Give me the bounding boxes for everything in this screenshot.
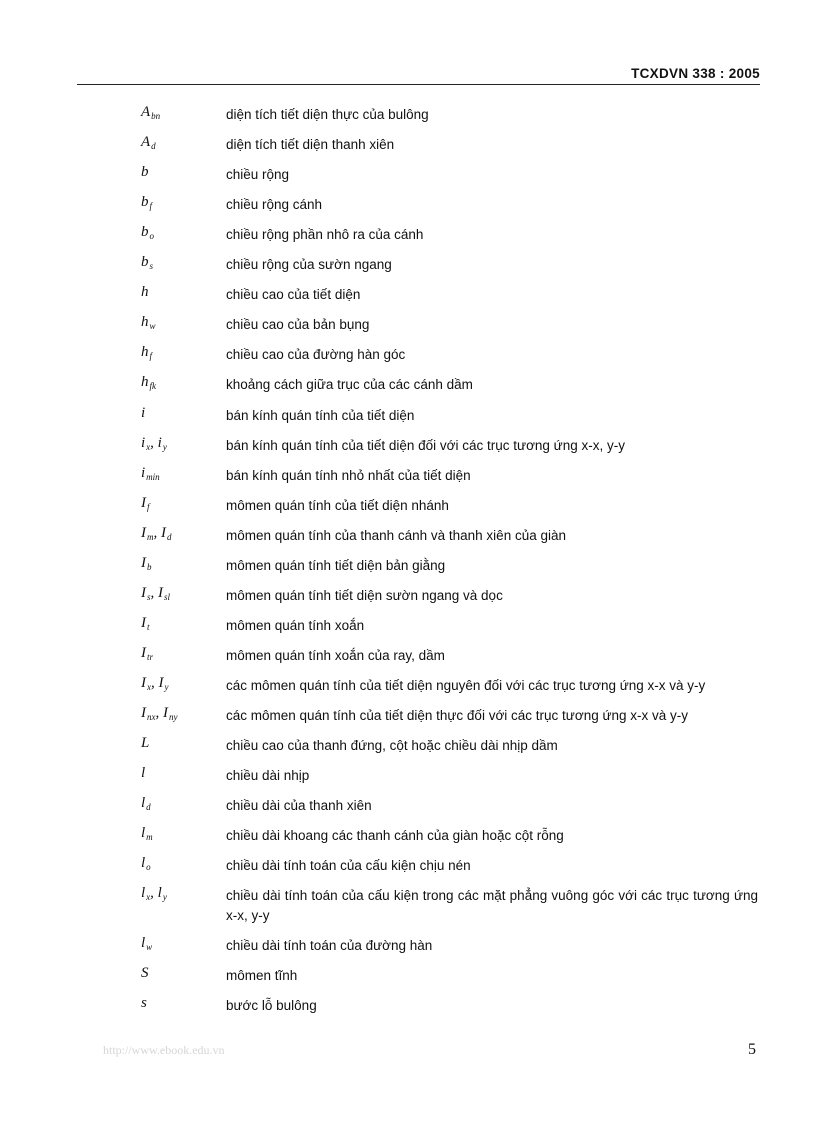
symbol-description: chiều cao của tiết diện: [226, 287, 361, 303]
symbol-notation: [141, 134, 156, 151]
watermark-url: http://www.ebook.edu.vn: [103, 1043, 225, 1057]
symbol-description: mômen quán tính của thanh cánh và thanh xiên của giàn: [226, 527, 566, 543]
symbol-notation: $I_s$, $I_{sl}$: [141, 584, 171, 602]
symbol-base: I: [141, 584, 146, 601]
symbol-description: bán kính quán tính của tiết diện đối với các trục tương ứng x-x, y-y: [226, 437, 625, 453]
symbol-description: bán kính quán tính của tiết diện: [226, 407, 415, 423]
symbol-base: b: [141, 254, 149, 271]
symbol-base: l: [141, 765, 146, 782]
symbol-base: I: [141, 494, 146, 511]
symbol-base: i: [141, 434, 146, 451]
symbol-notation: [141, 995, 147, 1012]
symbol-subscript: s: [149, 261, 154, 272]
symbol-notation: [141, 374, 156, 391]
symbol-subscript: bn: [151, 111, 161, 121]
symbol-subscript: fk: [149, 381, 156, 392]
symbol-subscript: ny: [169, 712, 178, 722]
symbol-notation: [141, 164, 149, 181]
symbol-description: bước lỗ bulông: [226, 998, 317, 1014]
symbol-description: chiều cao của thanh đứng, cột hoặc chiều dài nhịp dầm: [226, 738, 558, 754]
symbol-notation: [141, 825, 153, 842]
symbol-notation: [141, 405, 145, 422]
symbol-subscript: m: [146, 832, 153, 843]
page-number: 5: [748, 1041, 756, 1058]
symbol-subscript: d: [151, 141, 156, 152]
symbol-subscript: sl: [164, 591, 171, 602]
symbol-description: mômen tĩnh: [226, 968, 298, 984]
symbol-description: mômen quán tính tiết diện sườn ngang và dọc: [226, 587, 503, 603]
symbol-subscript: y: [162, 441, 167, 452]
symbol-base: I: [141, 614, 146, 631]
symbol-description: các mômen quán tính của tiết diện thực đối với các trục tương ứng x-x và y-y: [226, 708, 689, 723]
symbol-notation: [141, 735, 149, 752]
document-code-header: TCXDVN 338 : 2005: [631, 66, 760, 81]
symbol-base: l: [141, 795, 146, 812]
symbol-subscript: nx: [147, 712, 156, 722]
symbol-description: diện tích tiết diện thanh xiên: [226, 137, 395, 153]
symbol-subscript: t: [147, 621, 150, 632]
symbol-subscript: x: [146, 441, 151, 452]
symbol-subscript: b: [147, 561, 152, 572]
symbol-notation: [141, 495, 150, 512]
symbol-base: I: [141, 554, 146, 571]
symbol-notation: $I_{nx}$, $I_{ny}$: [141, 705, 178, 722]
symbol-base: I: [141, 674, 146, 691]
symbol-description: khoảng cách giữa trục của các cánh dầm: [226, 377, 473, 393]
symbol-description: các mômen quán tính của tiết diện nguyên đối với các trục tương ứng x-x và y-y: [226, 677, 706, 693]
symbol-subscript: min: [146, 471, 160, 482]
symbol-notation: [141, 795, 151, 812]
symbol-base: h: [141, 314, 149, 331]
symbol-subscript: x: [146, 892, 151, 903]
symbol-subscript: y: [162, 892, 167, 903]
symbol-base: I: [141, 644, 146, 661]
symbol-base: s: [141, 995, 147, 1012]
symbol-description: chiều rộng của sườn ngang: [226, 257, 392, 273]
symbol-subscript: d: [167, 531, 172, 542]
symbol-description: diện tích tiết diện thực của bulông: [226, 107, 429, 122]
symbol-subscript: s: [147, 591, 151, 602]
symbol-base: i: [141, 464, 146, 481]
symbol-description: chiều dài tính toán của cấu kiện trong các mặt phẳng vuông góc với các trục tương ứng x-x, y-y: [226, 888, 758, 924]
symbol-notation: [141, 965, 149, 982]
symbol-base: l: [141, 825, 146, 842]
symbol-subscript: f: [149, 351, 153, 362]
symbol-description: chiều dài của thanh xiên: [226, 798, 372, 814]
symbol-base: A: [141, 104, 151, 120]
symbol-base: i: [141, 404, 146, 421]
symbol-subscript: o: [149, 231, 154, 242]
symbol-base: b: [141, 224, 149, 241]
symbol-description: chiều dài khoang các thanh cánh của giàn hoặc cột rỗng: [226, 828, 564, 844]
symbol-base: I: [158, 674, 164, 691]
symbol-base: I: [158, 584, 164, 601]
symbol-notation: [141, 615, 150, 632]
symbol-notation: $l_x$, $l_y$: [141, 885, 167, 903]
symbol-base: l: [141, 935, 146, 952]
symbol-subscript: f: [149, 201, 153, 212]
symbol-description: chiều rộng: [226, 167, 290, 183]
symbol-base: h: [141, 344, 149, 361]
symbol-notation: $i_x$, $i_y$: [141, 434, 167, 452]
header-rule: [77, 84, 760, 85]
symbol-notation: [141, 104, 160, 121]
symbol-base: b: [141, 194, 149, 211]
symbol-subscript: x: [147, 681, 151, 692]
symbol-base: h: [141, 284, 149, 301]
symbol-notation: [141, 254, 153, 271]
symbol-notation: [141, 935, 152, 952]
symbol-description: chiều dài tính toán của cấu kiện chịu nén: [226, 858, 471, 874]
symbol-description: mômen quán tính tiết diện bản giằng: [226, 557, 446, 573]
symbol-notation: [141, 765, 145, 782]
symbol-subscript: d: [146, 802, 151, 813]
symbol-base: I: [141, 524, 146, 541]
symbol-notation: [141, 314, 156, 331]
symbol-subscript: m: [147, 531, 154, 542]
symbol-description: chiều cao của bản bụng: [226, 317, 370, 333]
symbol-description: chiều dài tính toán của đường hàn: [226, 938, 433, 954]
symbol-subscript: w: [146, 942, 153, 953]
symbol-notation: $I_m$, $I_d$: [141, 524, 172, 542]
symbol-description: mômen quán tính xoắn: [226, 617, 365, 633]
symbol-description: mômen quán tính xoắn của ray, dầm: [226, 647, 445, 663]
symbol-notation: [141, 645, 153, 662]
symbol-description: chiều cao của đường hàn góc: [226, 347, 406, 363]
symbol-notation: $I_x$, $I_y$: [141, 674, 169, 692]
symbol-subscript: y: [164, 681, 169, 692]
symbol-base: l: [157, 885, 162, 902]
symbol-base: h: [141, 374, 149, 391]
symbol-notation: [141, 465, 160, 482]
symbol-base: I: [141, 705, 146, 721]
symbol-base: i: [157, 434, 162, 451]
symbol-notation: [141, 224, 154, 241]
symbol-notation: [141, 194, 152, 211]
symbol-description: chiều rộng cánh: [226, 197, 323, 213]
symbol-notation: [141, 555, 152, 572]
symbol-subscript: w: [149, 321, 156, 332]
symbol-notation: [141, 855, 151, 872]
symbol-base: b: [141, 164, 149, 181]
symbol-base: S: [141, 965, 149, 982]
symbol-notation: [141, 284, 149, 301]
symbol-base: I: [161, 524, 166, 541]
symbol-description: chiều dài nhịp: [226, 768, 310, 784]
symbol-description: bán kính quán tính nhỏ nhất của tiết diện: [226, 467, 471, 483]
symbol-description: chiều rộng phần nhô ra của cánh: [226, 227, 424, 243]
symbol-subscript: tr: [147, 651, 154, 662]
symbol-base: I: [163, 705, 168, 721]
symbol-notation: [141, 344, 152, 361]
symbol-subscript: o: [146, 862, 151, 873]
symbol-base: A: [141, 134, 151, 151]
symbol-base: l: [141, 855, 146, 872]
symbol-subscript: f: [147, 501, 150, 512]
symbol-description: mômen quán tính của tiết diện nhánh: [226, 497, 449, 513]
symbol-base: l: [141, 885, 146, 902]
symbol-base: L: [141, 735, 150, 752]
